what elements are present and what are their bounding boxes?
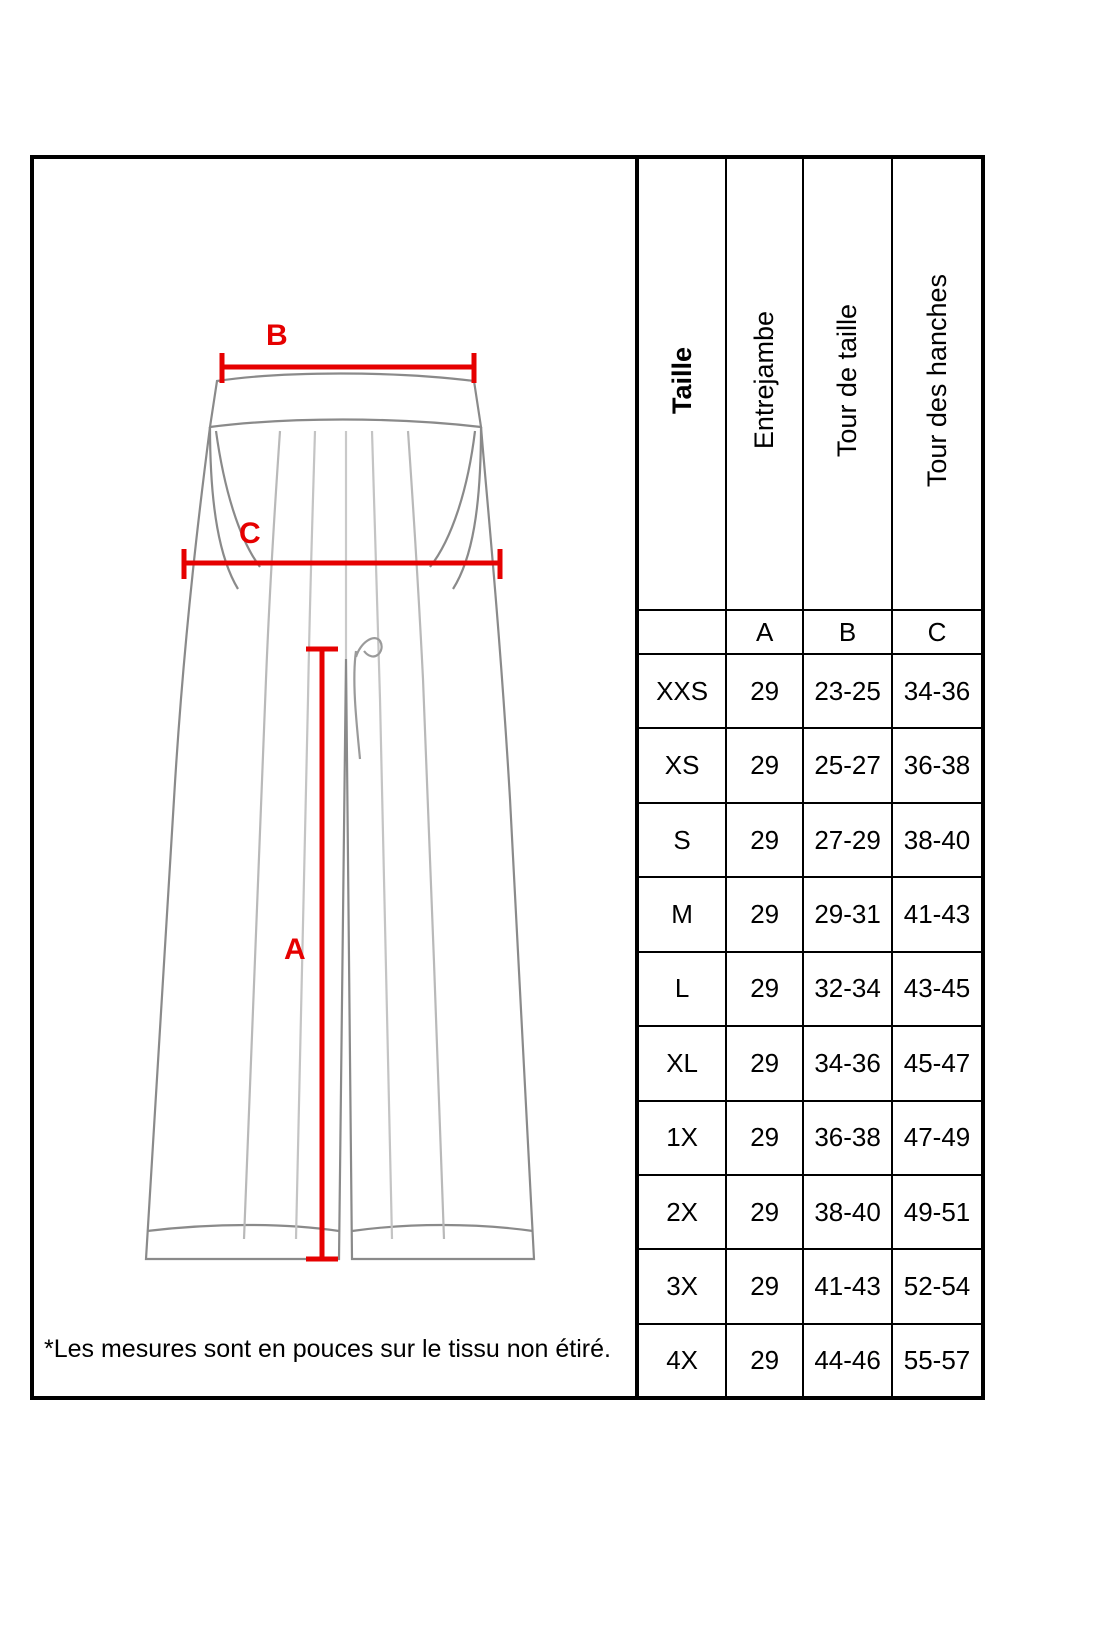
table-row <box>639 803 981 877</box>
row-size: L <box>639 952 726 1026</box>
row-inseam: 29 <box>726 1175 803 1249</box>
pants-diagram <box>34 159 639 1339</box>
row-waist: 38-40 <box>803 1175 892 1249</box>
row-hips: 49-51 <box>892 1175 981 1249</box>
code-cell-a: A <box>726 610 803 654</box>
table-row <box>639 1175 981 1249</box>
row-waist: 36-38 <box>803 1101 892 1175</box>
table-code-row <box>639 610 981 654</box>
row-inseam: 29 <box>726 803 803 877</box>
row-size: 1X <box>639 1101 726 1175</box>
code-cell-empty <box>639 610 726 654</box>
row-size: XL <box>639 1026 726 1100</box>
measure-a-marker <box>306 649 338 1259</box>
row-size: XXS <box>639 654 726 728</box>
table-header-row <box>639 159 981 610</box>
row-waist: 32-34 <box>803 952 892 1026</box>
measure-a-label: A <box>284 933 306 966</box>
code-cell-c: C <box>892 610 981 654</box>
table-row <box>639 654 981 728</box>
row-hips: 52-54 <box>892 1249 981 1323</box>
row-hips: 36-38 <box>892 728 981 802</box>
measure-b-label: B <box>266 319 288 352</box>
pants-outline <box>146 374 534 1260</box>
table-row <box>639 1249 981 1323</box>
table-row <box>639 728 981 802</box>
row-waist: 25-27 <box>803 728 892 802</box>
row-hips: 45-47 <box>892 1026 981 1100</box>
measure-c-label: C <box>239 517 261 550</box>
row-size: 4X <box>639 1324 726 1396</box>
column-header-hips <box>892 159 981 610</box>
measure-b-marker <box>222 353 474 383</box>
row-inseam: 29 <box>726 952 803 1026</box>
table-row <box>639 952 981 1026</box>
row-hips: 38-40 <box>892 803 981 877</box>
size-table-pane <box>639 159 981 1396</box>
row-waist: 41-43 <box>803 1249 892 1323</box>
column-header-inseam <box>726 159 803 610</box>
table-row <box>639 1101 981 1175</box>
row-hips: 55-57 <box>892 1324 981 1396</box>
table-row <box>639 1324 981 1396</box>
column-header-size <box>639 159 726 610</box>
column-header-inseam-label: Entrejambe <box>749 311 780 450</box>
size-table <box>639 159 981 1396</box>
code-cell-b: B <box>803 610 892 654</box>
row-inseam: 29 <box>726 1026 803 1100</box>
column-header-size-label: Taille <box>666 346 697 415</box>
row-inseam: 29 <box>726 877 803 951</box>
column-header-hips-label: Tour des hanches <box>921 273 952 488</box>
row-waist: 29-31 <box>803 877 892 951</box>
row-size: 2X <box>639 1175 726 1249</box>
row-inseam: 29 <box>726 654 803 728</box>
column-header-waist-label: Tour de taille <box>832 303 863 458</box>
row-hips: 43-45 <box>892 952 981 1026</box>
row-size: M <box>639 877 726 951</box>
garment-illustration-pane <box>34 159 639 1396</box>
size-chart-frame <box>30 155 985 1400</box>
footnote-text: *Les mesures sont en pouces sur le tissu non étiré. <box>44 1335 611 1363</box>
row-size: S <box>639 803 726 877</box>
row-waist: 27-29 <box>803 803 892 877</box>
table-row <box>639 877 981 951</box>
row-size: 3X <box>639 1249 726 1323</box>
row-hips: 41-43 <box>892 877 981 951</box>
row-waist: 34-36 <box>803 1026 892 1100</box>
row-hips: 47-49 <box>892 1101 981 1175</box>
column-header-waist <box>803 159 892 610</box>
table-row <box>639 1026 981 1100</box>
row-inseam: 29 <box>726 1249 803 1323</box>
row-waist: 23-25 <box>803 654 892 728</box>
row-inseam: 29 <box>726 1324 803 1396</box>
row-size: XS <box>639 728 726 802</box>
row-waist: 44-46 <box>803 1324 892 1396</box>
row-inseam: 29 <box>726 728 803 802</box>
row-inseam: 29 <box>726 1101 803 1175</box>
row-hips: 34-36 <box>892 654 981 728</box>
